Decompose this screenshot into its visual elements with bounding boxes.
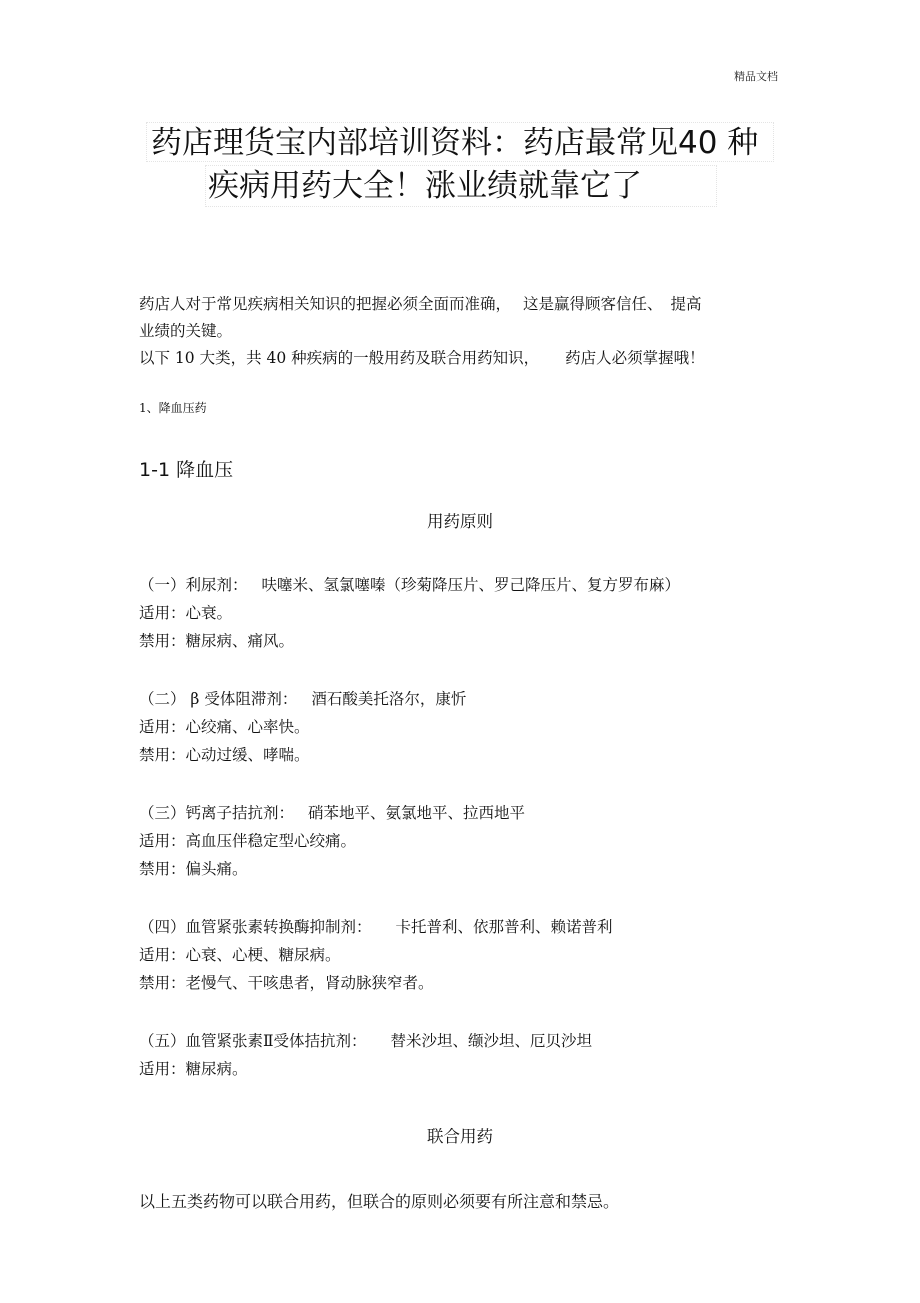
combined-heading: 联合用药 xyxy=(427,1127,493,1146)
item-5-title xyxy=(139,1029,592,1051)
intro-line-3-part-a: 以下 10 大类，共 40 种疾病的一般用药及联合用药知识， xyxy=(139,349,540,367)
intro-line-3 xyxy=(139,346,705,368)
item-1-title xyxy=(139,573,680,595)
intro-line-2: 业绩的关键。 xyxy=(139,322,233,340)
item-3-suitable: 适用：高血压伴稳定型心绞痛。 xyxy=(139,832,357,850)
item-2-title xyxy=(139,687,466,709)
intro-line-1-part-b: 这是赢得顾客信任、 xyxy=(523,295,663,313)
item-3-name: （三）钙离子拮抗剂： xyxy=(139,804,295,822)
combined-text: 以上五类药物可以联合用药，但联合的原则必须要有所注意和禁忌。 xyxy=(139,1192,620,1211)
header-tag: 精品文档 xyxy=(734,70,778,83)
document-title-line-1: 药店理货宝内部培训资料：药店最常见40 种 xyxy=(146,122,774,162)
item-3-drugs: 硝苯地平、氨氯地平、拉西地平 xyxy=(308,804,526,822)
intro-line-3-part-b: 药店人必须掌握哦！ xyxy=(565,349,705,367)
item-2-drugs: 酒石酸美托洛尔，康忻 xyxy=(311,690,467,708)
item-2-suitable: 适用：心绞痛、心率快。 xyxy=(139,718,310,736)
item-2-name: （二） β 受体阻滞剂： xyxy=(139,690,298,708)
item-4-forbidden: 禁用：老慢气、干咳患者，肾动脉狭窄者。 xyxy=(139,974,434,992)
item-5-drugs: 替米沙坦、缬沙坦、厄贝沙坦 xyxy=(390,1032,593,1050)
subsection-heading: 1-1 降血压 xyxy=(139,459,234,481)
item-4-title xyxy=(139,915,613,937)
item-1-suitable: 适用：心衰。 xyxy=(139,604,233,622)
item-1-name: （一）利尿剂： xyxy=(139,576,248,594)
item-3-forbidden: 禁用：偏头痛。 xyxy=(139,860,248,878)
item-5-name: （五）血管紧张素Ⅱ受体拮抗剂： xyxy=(139,1032,367,1050)
intro-line-1-part-a: 药店人对于常见疾病相关知识的把握必须全面而准确， xyxy=(139,295,512,313)
principles-heading: 用药原则 xyxy=(427,512,493,531)
document-title-line-2: 疾病用药大全！涨业绩就靠它了 xyxy=(205,165,717,207)
item-3-title xyxy=(139,801,525,823)
item-4-drugs: 卡托普利、依那普利、赖诺普利 xyxy=(395,918,613,936)
intro-line-1-part-c: 提高 xyxy=(670,295,702,313)
item-4-name: （四）血管紧张素转换酶抑制剂： xyxy=(139,918,372,936)
intro-line-1 xyxy=(139,292,702,314)
item-2-forbidden: 禁用：心动过缓、哮喘。 xyxy=(139,746,310,764)
item-5-suitable: 适用：糖尿病。 xyxy=(139,1060,248,1078)
section-heading: 1、降血压药 xyxy=(139,401,207,415)
item-1-drugs: 呋噻米、氢氯噻嗪（珍菊降压片、罗己降压片、复方罗布麻） xyxy=(261,576,681,594)
item-1-forbidden: 禁用：糖尿病、痛风。 xyxy=(139,632,295,650)
item-4-suitable: 适用：心衰、心梗、糖尿病。 xyxy=(139,946,341,964)
